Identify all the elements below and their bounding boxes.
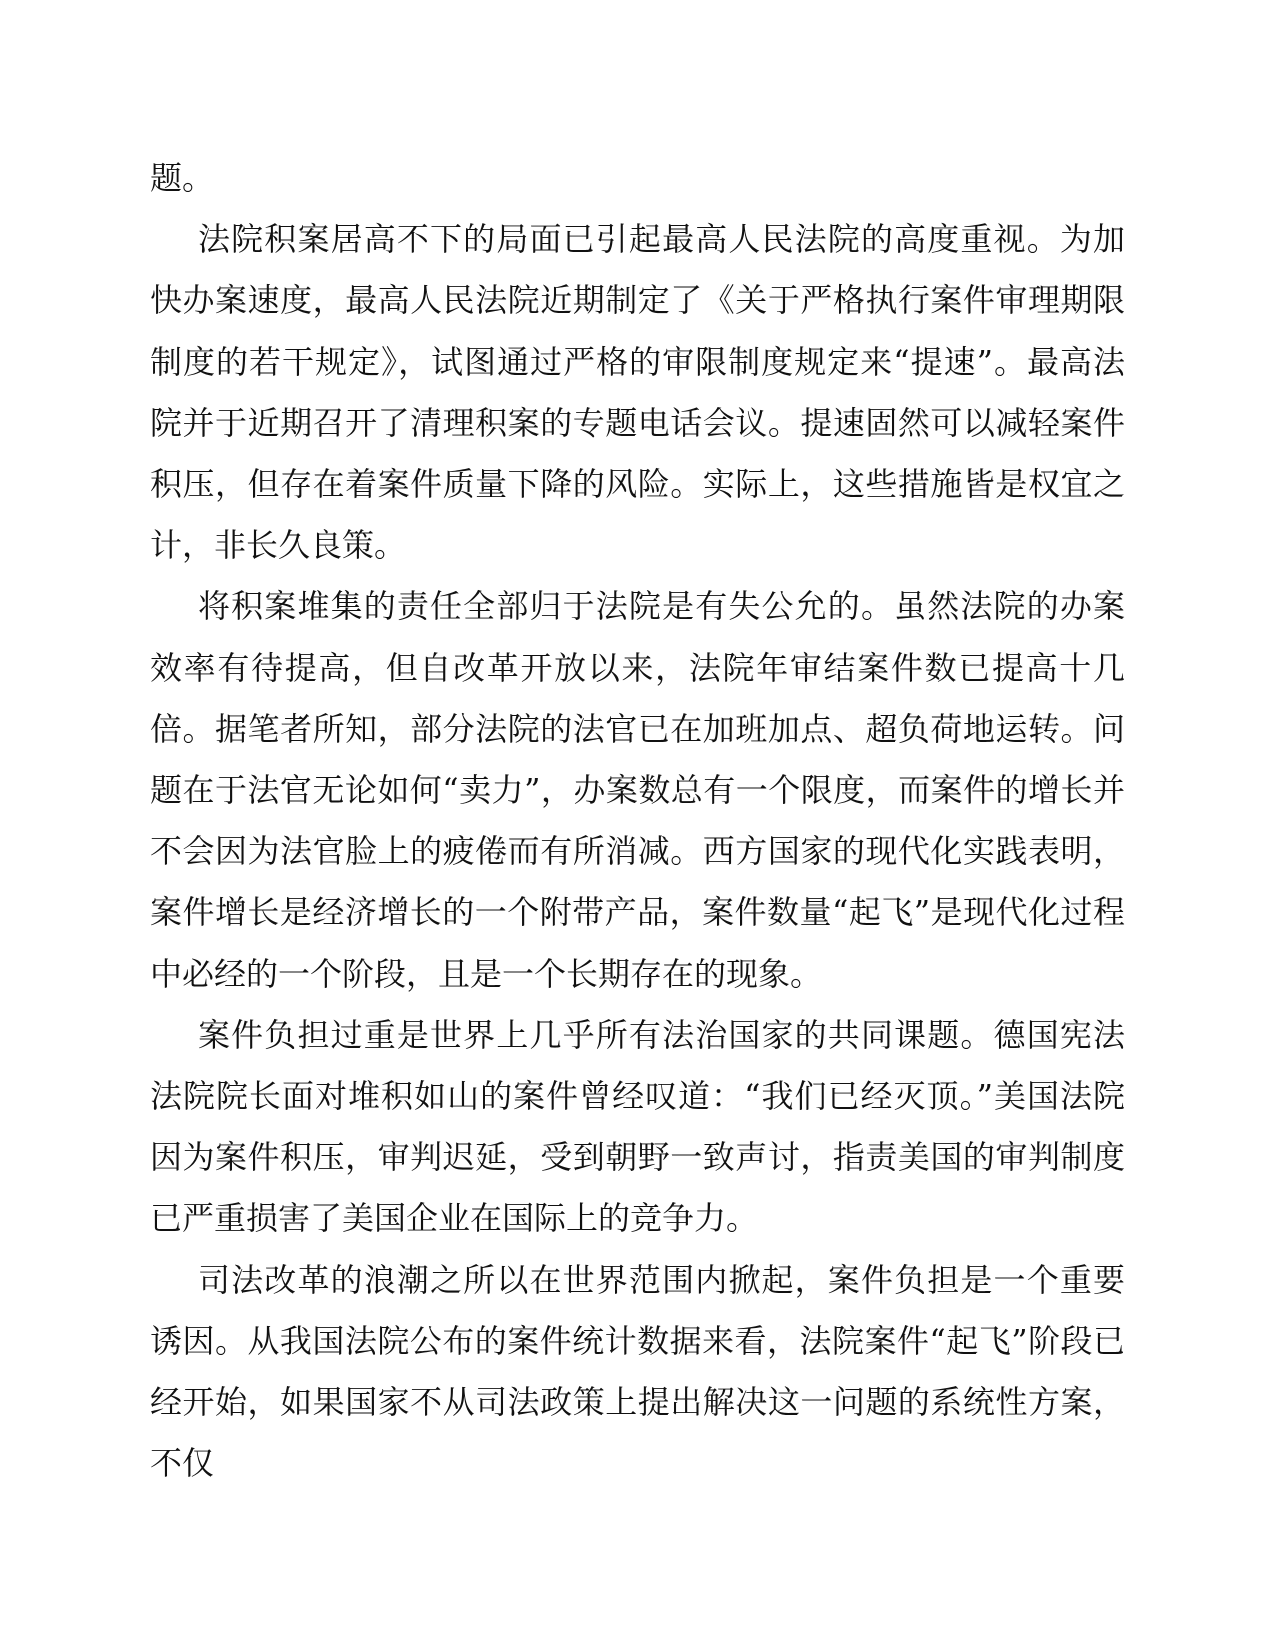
paragraph: 法院积案居高不下的局面已引起最高人民法院的高度重视。为加快办案速度，最高人民法院近期制定了《关于严格执行案件审理期限制度的若干规定》，试图通过严格的审限制度规定来“提速”。最高法院并于近期召开了清理积案的专题电话会议。提速固然可以减轻案件积压，但存在着案件质量下降的风险。实际上，这些措施皆是权宜之计，非长久良策。 — [150, 220, 1125, 565]
paragraph: 将积案堆集的责任全部归于法院是有失公允的。虽然法院的办案效率有待提高，但自改革开放以来，法院年审结案件数已提高十几倍。据笔者所知，部分法院的法官已在加班加点、超负荷地运转。问题在于法官无论如何“卖力”，办案数总有一个限度，而案件的增长并不会因为法官脸上的疲倦而有所消减。西方国家的现代化实践表明，案件增长是经济增长的一个附带产品，案件数量“起飞”是现代化过程中必经的一个阶段，且是一个长期存在的现象。 — [150, 587, 1125, 993]
paragraph: 司法改革的浪潮之所以在世界范围内掀起，案件负担是一个重要诱因。从我国法院公布的案件统计数据来看，法院案件“起飞”阶段已经开始，如果国家不从司法政策上提出解决这一问题的系统性方案，不仅 — [150, 1260, 1125, 1483]
paragraph-continuation: 题。 — [150, 159, 215, 197]
paragraph: 案件负担过重是世界上几乎所有法治国家的共同课题。德国宪法法院院长面对堆积如山的案件曾经叹道：“我们已经灭顶。”美国法院因为案件积压，审判迟延，受到朝野一致声讨，指责美国的审判制度已严重损害了美国企业在国际上的竞争力。 — [150, 1015, 1125, 1238]
document-body — [150, 148, 1125, 1494]
